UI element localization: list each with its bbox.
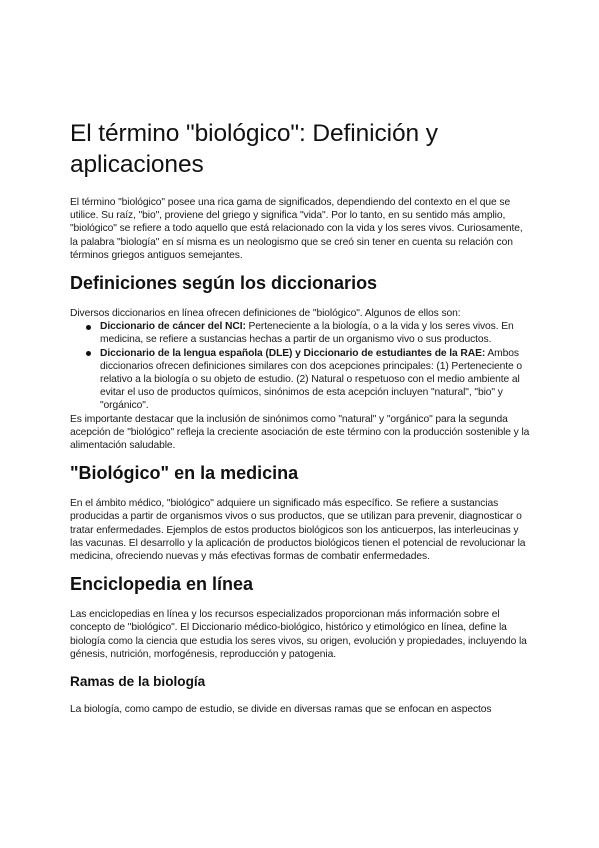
section-heading-medicine: "Biológico" en la medicina xyxy=(70,463,299,484)
dictionary-list xyxy=(70,320,532,412)
medicine-paragraph: En el ámbito médico, "biológico" adquiere un significado más específico. Se refiere a sustancias producidas a partir de organismos vivos o sus productos, que se utilizan para prevenir, diagnosticar o tratar enfermedades. Ejemplos de estos productos biológicos son los anticuerpos, las interleucinas y las vacunas. El desarrollo y la aplicación de productos biológicos tienen el potencial de revolucionar la medicina, ofreciendo nuevas y más efectivas formas de combatir enfermedades. xyxy=(70,498,526,563)
document-page xyxy=(70,118,532,722)
encyclopedia-paragraph: Las enciclopedias en línea y los recursos especializados proporcionan más información sobre el concepto de "biológico". El Diccionario médico-biológico, histórico y etimológico en línea, define la biología como la ciencia que estudia los seres vivos, su origen, evolución y propiedades, incluyendo la génesis, nutrición, morfogénesis, reproducción y patogenia. xyxy=(70,609,527,660)
branches-paragraph: La biología, como campo de estudio, se divide en diversas ramas que se enfocan en aspectos xyxy=(70,704,492,716)
intro-paragraph: El término "biológico" posee una rica gama de significados, dependiendo del contexto en el que se utilice. Su raíz, "bio", proviene del griego y significa "vida". Por lo tanto, en su sentido más amplio, "biológico" se refiere a todo aquello que está relacionado con la vida y los seres vivos. Curiosamente, la palabra "biología" en sí misma es un neologismo que se creó sin tener en cuenta su relación con términos griegos antiguos semejantes. xyxy=(70,197,523,261)
subsection-heading-branches: Ramas de la biología xyxy=(70,674,206,690)
section-heading-dictionaries: Definiciones según los diccionarios xyxy=(70,273,378,294)
page-title: El término "biológico": Definición y aplicaciones xyxy=(70,120,438,178)
list-item-term: Diccionario de cáncer del NCI: xyxy=(100,321,246,333)
dictionaries-closing: Es importante destacar que la inclusión de sinónimos como "natural" y "orgánico" para la segunda acepción de "biológico" refleja la creciente asociación de este término con la producción sostenible y la alimentación saludable. xyxy=(70,413,530,452)
dictionaries-lead: Diversos diccionarios en línea ofrecen definiciones de "biológico". Algunos de ellos son: xyxy=(70,308,461,320)
list-item-term: Diccionario de la lengua española (DLE) y Diccionario de estudiantes de la RAE: xyxy=(100,347,486,359)
list-item-text: Ambos diccionarios ofrecen definiciones similares con dos acepciones principales: (1) Perteneciente o relativo a la biología o su objeto de estudio. (2) Natural o respetuoso con el medio ambiente al evitar el uso de productos químicos, sinónimos de esta acepción incluyen "natural", "bio" y "orgánico". xyxy=(100,347,523,412)
section-heading-encyclopedia: Enciclopedia en línea xyxy=(70,574,254,595)
list-item xyxy=(100,347,532,413)
list-item xyxy=(100,320,532,346)
list-item-text: Perteneciente a la biología, o a la vida y los seres vivos. En medicina, se refiere a sustancias hechas a partir de un organismo vivo o sus productos. xyxy=(100,321,514,346)
